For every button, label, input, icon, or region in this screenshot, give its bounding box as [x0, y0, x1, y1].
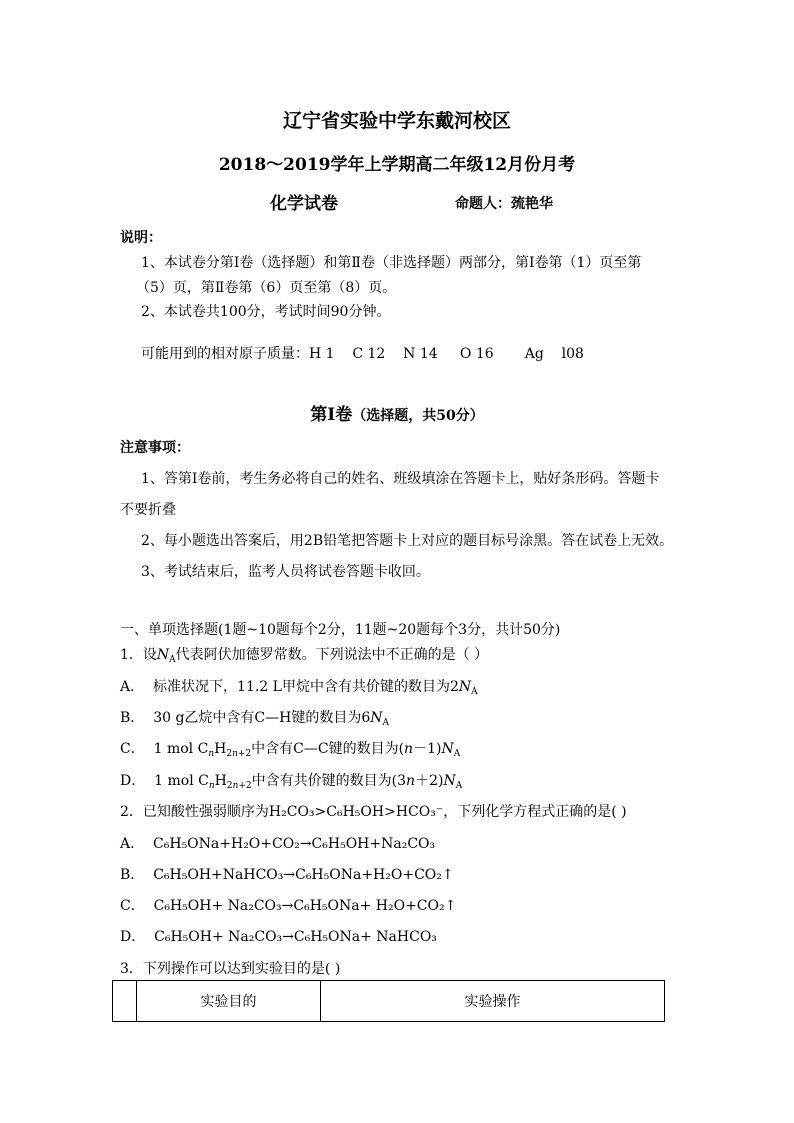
q1-stem-post: 代表阿伏加德罗常数。下列说法中不正确的是（ ）	[175, 647, 489, 663]
q2-option-a	[120, 833, 435, 853]
notes-heading: 注意事项：	[120, 440, 190, 456]
atomic-masses: 可能用到的相对原子质量：H 1 C 12 N 14 O 16 Ag l08	[141, 346, 584, 362]
q2-option-d	[120, 926, 437, 946]
option-label: B．	[120, 710, 145, 726]
note-2: 2、每小题选出答案后，用2B铅笔把答题卡上对应的题目标号涂黑。答在试卷上无效。	[141, 533, 674, 549]
instruction-item-1-cont: （5）页，第Ⅱ卷第（6）页至第（8）页。	[136, 280, 397, 296]
school-title: 辽宁省实验中学东戴河校区	[282, 110, 511, 132]
author-line: 命题人：巯艳华	[455, 196, 553, 212]
note-1: 1、答第Ⅰ卷前，考生务必将自己的姓名、班级填涂在答题卡上，贴好条形码。答题卡	[141, 471, 660, 487]
q2-option-c	[120, 895, 456, 915]
option-text: C₆H₅OH+ Na₂CO₃→C₆H₅ONa+ NaHCO₃	[154, 929, 437, 945]
option-text: 30 g乙烷中含有C—H键的数目为6	[153, 710, 371, 726]
option-text: ＋2)	[415, 773, 444, 789]
part1-note: （选择题，共50分）	[352, 408, 484, 424]
option-text: 1 mol C	[154, 773, 209, 789]
instruction-item-2: 2、本试卷共100分，考试时间90分钟。	[141, 304, 391, 320]
question-3-stem: 3．下列操作可以达到实验目的是( )	[120, 961, 341, 977]
option-label: A．	[120, 836, 145, 852]
q1-option-b: B． 30 g乙烷中含有C—H键的数目为$6N_A$	[120, 710, 390, 728]
instructions-heading: 说明：	[120, 230, 162, 246]
option-label: D．	[120, 773, 146, 789]
q1-option-d: D． 1 mol $C_nH_{2n+2}$中含有共价键的数目为$(3n+2)N_A$	[120, 773, 463, 791]
part1-title: 第Ⅰ卷	[310, 405, 353, 425]
option-label: C．	[120, 741, 145, 757]
option-text: C₆H₅OH+NaHCO₃→C₆H₅ONa+H₂O+CO₂↑	[153, 867, 454, 883]
option-text: －1)	[413, 741, 442, 757]
option-label: A．	[120, 679, 145, 695]
experiment-table	[112, 980, 665, 1022]
note-1-cont: 不要折叠	[120, 502, 176, 518]
note-3: 3、考试结束后，监考人员将试卷答题卡收回。	[141, 564, 430, 580]
exam-title: 2018～2019学年上学期高二年级12月份月考	[218, 155, 576, 175]
q2-option-b	[120, 864, 454, 884]
option-label: C．	[120, 898, 145, 914]
q1-stem-pre: 1．设	[120, 647, 157, 663]
table-header-cell	[113, 981, 137, 1021]
option-text: C₆H₅ONa+H₂O+CO₂→C₆H₅OH+Na₂CO₃	[153, 836, 436, 852]
option-label: D．	[120, 929, 146, 945]
option-text: C₆H₅OH+ Na₂CO₃→C₆H₅ONa+ H₂O+CO₂↑	[153, 898, 457, 914]
question-1-stem: 1．设$N_A$代表阿伏加德罗常数。下列说法中不正确的是（ ）	[120, 647, 489, 665]
option-text: 中含有C—C键的数目为(	[251, 741, 405, 757]
option-text: 中含有共价键的数目为(3	[251, 773, 407, 789]
table-header-cell: 实验目的	[137, 981, 321, 1021]
q1-option-c: C． 1 mol $C_nH_{2n+2}$中含有C—C键的数目为$(n-1)N_A$	[120, 741, 461, 759]
q1-option-a: A． 标准状况下，11.2 L甲烷中含有共价键的数目为$2N_A$	[120, 679, 478, 697]
subject-title: 化学试卷	[270, 194, 338, 214]
option-label: B．	[120, 867, 145, 883]
question-2-stem: 2．已知酸性强弱顺序为H₂CO₃>C₆H₅OH>HCO₃⁻，下列化学方程式正确的是( )	[120, 804, 627, 820]
instruction-item-1: 1、本试卷分第Ⅰ卷（选择题）和第Ⅱ卷（非选择题）两部分，第Ⅰ卷第（1）页至第	[141, 255, 642, 271]
part1-heading	[0, 400, 794, 425]
option-text: 标准状况下，11.2 L甲烷中含有共价键的数目为2	[153, 679, 459, 695]
section-heading: 一、单项选择题(1题~10题每个2分，11题~20题每个3分，共计50分)	[120, 622, 561, 638]
option-text: 1 mol C	[153, 741, 209, 757]
table-header-cell: 实验操作	[464, 994, 521, 1010]
